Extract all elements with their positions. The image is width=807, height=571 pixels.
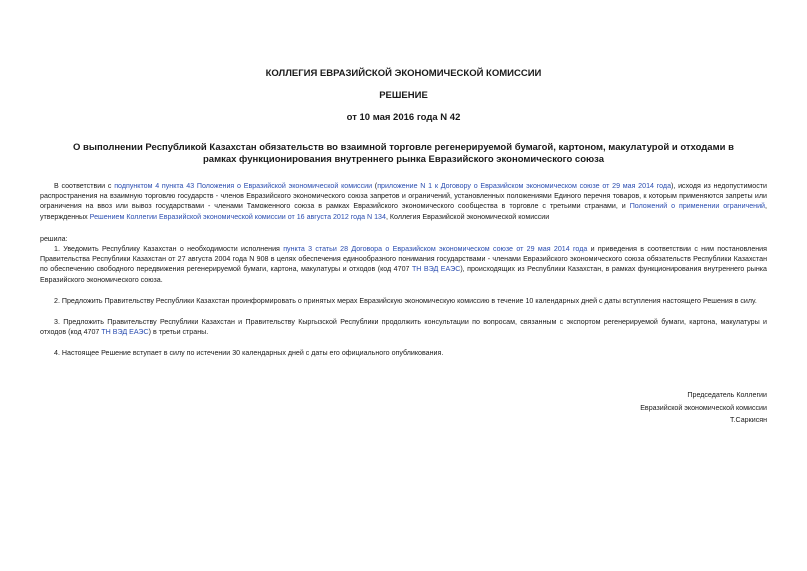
signature-org: Евразийской экономической комиссии bbox=[640, 403, 767, 412]
paragraph-3 bbox=[40, 317, 767, 337]
link-restrictions-regulation[interactable]: Положений о применении ограничений bbox=[629, 202, 766, 211]
signature-block bbox=[640, 389, 767, 427]
paragraph-4: 4. Настоящее Решение вступает в силу по истечении 30 календарных дней с даты его официального опубликования. bbox=[54, 349, 444, 357]
org-heading: КОЛЛЕГИЯ ЕВРАЗИЙСКОЙ ЭКОНОМИЧЕСКОЙ КОМИССИИ bbox=[265, 68, 542, 79]
signature-title: Председатель Коллегии bbox=[687, 391, 767, 399]
p3-text-1: 3. Предложить Правительству Республики Казахстан и Правительству Кыргызской Республики продолжить консультации по вопросам, связанным с экспортом регенерируемой бумаги, картона, макулатуры и отходов (код 4707 bbox=[40, 318, 767, 337]
p1-text-1: 1. Уведомить Республику Казахстан о необходимости исполнения bbox=[54, 245, 284, 253]
paragraph-2: 2. Предложить Правительству Республики Казахстан проинформировать о принятых мерах Евразийскую экономическую комиссию в течение 10 календарных дней с даты вступления настоящего Решения в силу. bbox=[54, 297, 757, 305]
p3-text-2: ) в третьи страны. bbox=[148, 328, 209, 337]
p1-text-2: и приведения в соответствии с ним постановления Правительства Республики Казахстан от 27 августа 2004 года N 908 в целях обеспечения единообразного понимания государствами - членами Евразийского экономического союза обязательств Республики Казахстан по обеспечению свободного передвижения регенерируемой бумаги, картона, макулатуры и отходов (код 4707 bbox=[40, 245, 767, 274]
intro-text-3: ), исходя из недопустимости распространения на взаимную торговлю государств - членов Евразийского экономического союза запретов и ограничений, установленных положениями Единого перечня товаров, к которым применяются запреты или ограничения на ввоз или вывоз государствами - членами Таможенного союза в рамках Евразийского экономического сообщества в торговле с третьими странами, и bbox=[40, 182, 767, 211]
p1-text-3: ), происходящих из Республики Казахстан, в рамках функционирования внутреннего рынка Евразийского экономического союза. bbox=[40, 265, 767, 284]
intro-text-1: В соответствии с bbox=[54, 182, 115, 190]
resolved-label: решила: bbox=[40, 235, 68, 243]
doc-type-heading: РЕШЕНИЕ bbox=[379, 90, 428, 101]
signature-name: Т.Саркисян bbox=[730, 416, 767, 424]
date-number: от 10 мая 2016 года N 42 bbox=[346, 112, 461, 123]
intro-text-4: , утвержденных bbox=[40, 202, 768, 221]
intro-text-2: ( bbox=[372, 182, 378, 190]
link-treaty-article-28[interactable]: пункта 3 статьи 28 Договора о Евразийском экономическом союзе от 29 мая 2014 года bbox=[283, 245, 588, 253]
link-tn-ved-1[interactable]: ТН ВЭД ЕАЭС bbox=[411, 265, 461, 274]
link-tn-ved-2[interactable]: ТН ВЭД ЕАЭС bbox=[101, 328, 149, 337]
intro-text-5: , Коллегия Евразийской экономической комиссии bbox=[385, 212, 550, 221]
link-board-decision-134[interactable]: Решением Коллегии Евразийской экономической комиссии от 16 августа 2012 года N 134 bbox=[89, 212, 386, 221]
document-title: О выполнении Республикой Казахстан обязательств во взаимной торговле регенерируемой бумагой, картоном, макулатурой и отходами в рамках функционирования внутреннего рынка Евразийского экономического союза bbox=[73, 142, 734, 165]
intro-paragraph bbox=[40, 181, 767, 222]
paragraph-1 bbox=[40, 244, 767, 285]
link-treaty-annex[interactable]: приложение N 1 к Договору о Евразийском экономическом союзе от 29 мая 2014 года bbox=[377, 182, 672, 190]
link-regulation-clause[interactable]: подпунктом 4 пункта 43 Положения о Евразийской экономической комиссии bbox=[114, 182, 373, 190]
